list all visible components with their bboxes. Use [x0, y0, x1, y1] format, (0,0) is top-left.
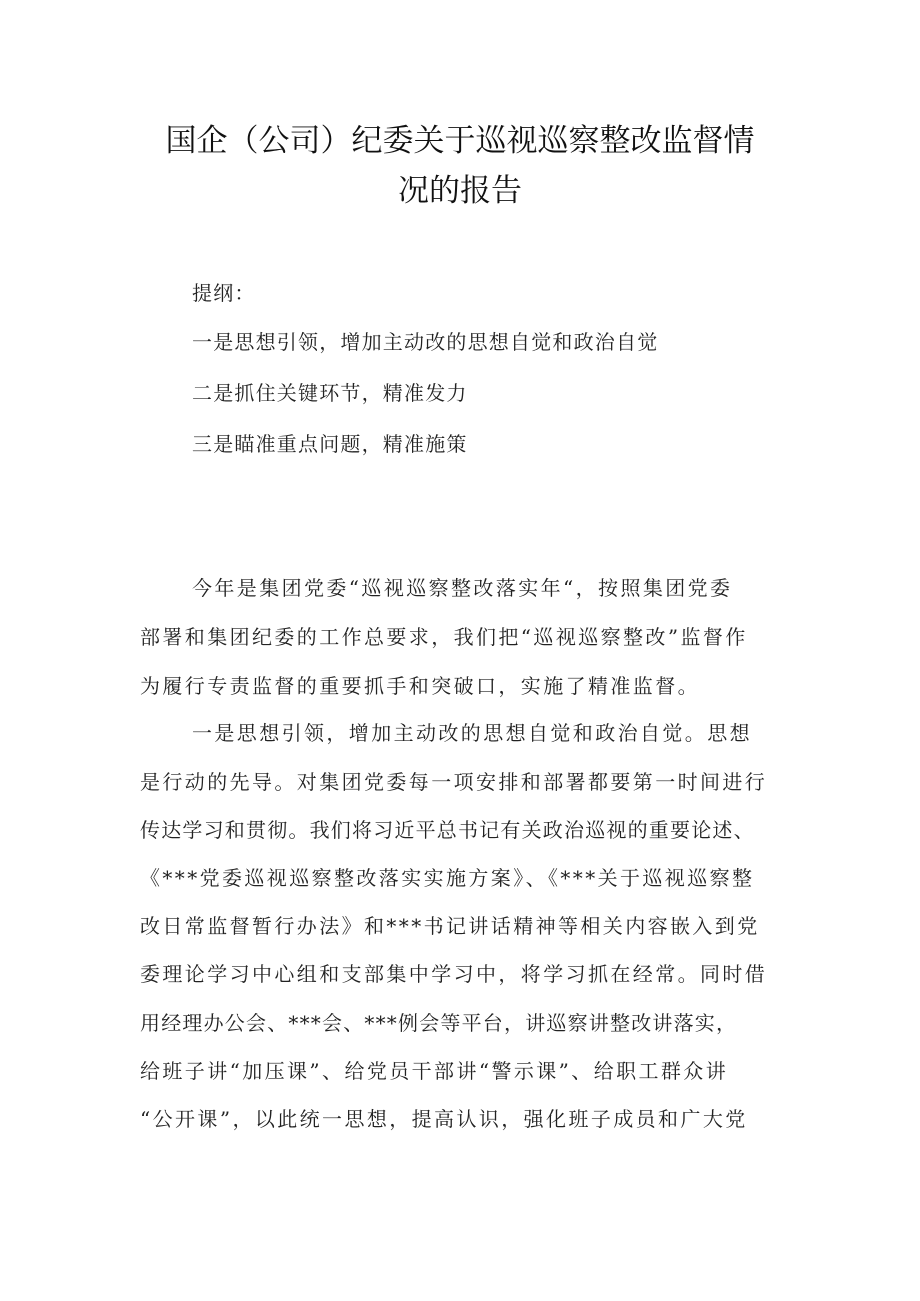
body-line-12: “公开课”，以此统一思想，提高认识，强化班子成员和广大党 [140, 1107, 748, 1131]
body-line-3: 为履行专责监督的重要抓手和突破口，实施了精准监督。 [140, 674, 700, 698]
body-line-6: 传达学习和贯彻。我们将习近平总书记有关政治巡视的重要论述、 [140, 818, 755, 842]
body-line-11: 给班子讲“加压课”、给党员干部讲“警示课”、给职工群众讲 [140, 1059, 729, 1083]
body-line-8: 改日常监督暂行办法》和***书记讲话精神等相关内容嵌入到党 [140, 914, 760, 938]
body-line-1: 今年是集团党委“巡视巡察整改落实年“，按照集团党委 [192, 576, 733, 600]
outline-item-2: 二是抓住关键环节，精准发力 [192, 381, 468, 405]
document-title-line-2: 况的报告 [398, 173, 522, 209]
body-line-5: 是行动的先导。对集团党委每一项安排和部署都要第一时间进行 [140, 770, 768, 794]
body-line-4: 一是思想引领，增加主动改的思想自觉和政治自觉。思想 [192, 721, 752, 745]
outline-item-3: 三是瞄准重点问题，精准施策 [192, 432, 468, 456]
outline-label: 提纲： [192, 281, 256, 305]
document-title-line-1: 国企（公司）纪委关于巡视巡察整改监督情 [165, 123, 755, 159]
body-line-10: 用经理办公会、***会、***例会等平台，讲巡察讲整改讲落实， [140, 1011, 738, 1035]
body-line-7: 《***党委巡视巡察整改落实实施方案》、《***关于巡视巡察整 [140, 866, 755, 890]
body-line-2: 部署和集团纪委的工作总要求，我们把“巡视巡察整改”监督作 [140, 625, 748, 649]
outline-item-1: 一是思想引领，增加主动改的思想自觉和政治自觉 [192, 330, 659, 354]
body-line-9: 委理论学习中心组和支部集中学习中，将学习抓在经常。同时借 [140, 962, 768, 986]
